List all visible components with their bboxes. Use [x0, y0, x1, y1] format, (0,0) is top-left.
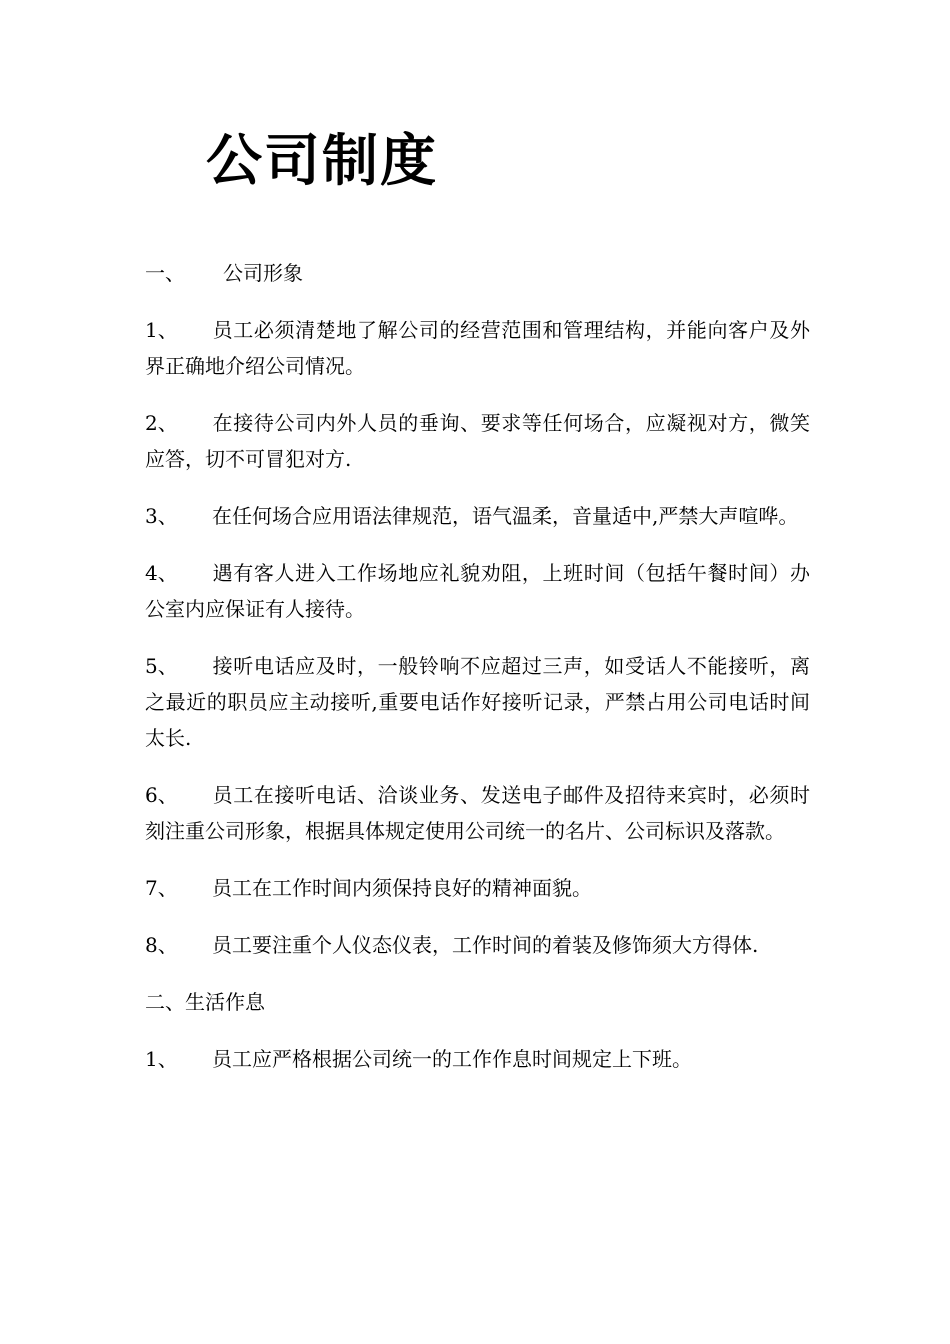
list-item [145, 927, 810, 963]
item-text: 遇有客人进入工作场地应礼貌劝阻，上班时间（包括午餐时间）办公室内应保证有人接待。 [145, 561, 810, 621]
section-title: 公司形象 [223, 261, 303, 285]
item-number: 4、 [145, 561, 178, 585]
list-item [145, 1041, 810, 1077]
item-text: 员工必须清楚地了解公司的经营范围和管理结构，并能向客户及外界正确地介绍公司情况。 [145, 318, 810, 378]
list-item [145, 405, 810, 477]
list-item [145, 870, 810, 906]
item-number: 7、 [145, 876, 178, 900]
section-number: 一、 [145, 261, 185, 285]
section-heading-company-image [145, 255, 810, 291]
item-number: 1、 [145, 318, 178, 342]
document-title: 公司制度 [206, 129, 438, 194]
item-text: 员工在接听电话、洽谈业务、发送电子邮件及招待来宾时，必须时刻注重公司形象，根据具体规定使用公司统一的名片、公司标识及落款。 [145, 783, 810, 843]
item-number: 8、 [145, 933, 178, 957]
item-number: 6、 [145, 783, 178, 807]
item-number: 2、 [145, 411, 178, 435]
item-text: 员工在工作时间内须保持良好的精神面貌。 [212, 876, 592, 900]
item-text: 在任何场合应用语法律规范，语气温柔，音量适中,严禁大声喧哗。 [212, 504, 799, 528]
list-item [145, 498, 810, 534]
item-text: 在接待公司内外人员的垂询、要求等任何场合，应凝视对方，微笑应答，切不可冒犯对方. [145, 411, 810, 471]
item-text: 员工应严格根据公司统一的工作作息时间规定上下班。 [212, 1047, 692, 1071]
list-item [145, 777, 810, 849]
list-item [145, 648, 810, 756]
item-text: 接听电话应及时，一般铃响不应超过三声，如受话人不能接听，离之最近的职员应主动接听,重要电话作好接听记录，严禁占用公司电话时间太长. [145, 654, 810, 750]
list-item [145, 555, 810, 627]
item-number: 3、 [145, 504, 178, 528]
list-item [145, 312, 810, 384]
item-number: 1、 [145, 1047, 178, 1071]
item-text: 员工要注重个人仪态仪表，工作时间的着装及修饰须大方得体. [212, 933, 759, 957]
section-heading-daily-schedule: 二、生活作息 [145, 990, 265, 1014]
item-number: 5、 [145, 654, 178, 678]
document-body [145, 255, 810, 1098]
